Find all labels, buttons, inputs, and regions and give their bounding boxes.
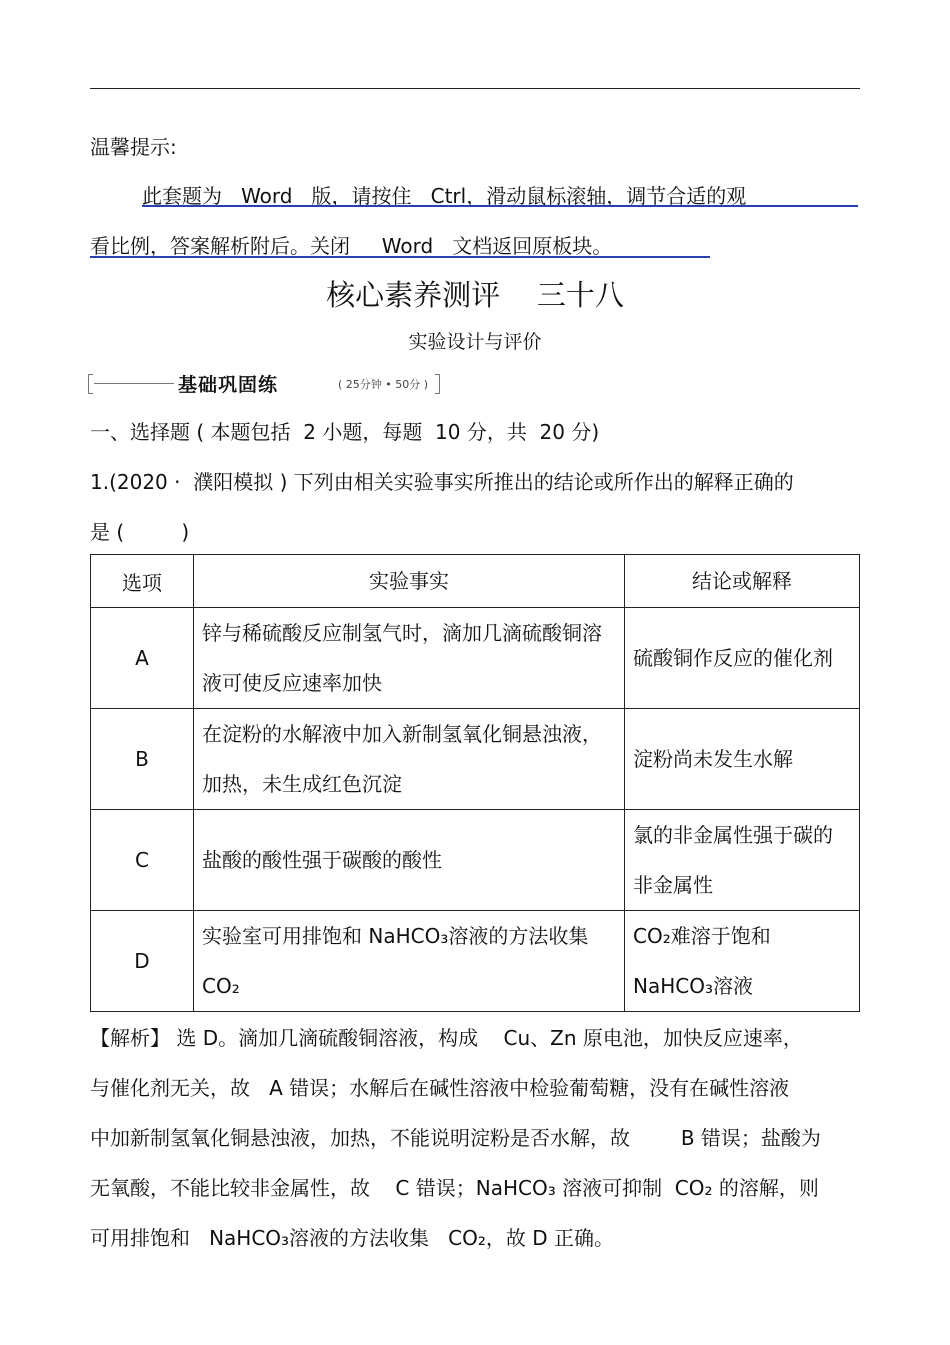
top-rule: [90, 88, 860, 89]
banner-cap-left: [88, 374, 93, 394]
header-option: 选项: [91, 555, 194, 608]
analysis-line-5: 可用排饱和 NaHCO₃溶液的方法收集 CO₂，故 D 正确。: [90, 1226, 614, 1250]
banner-label: 基础巩固练: [178, 374, 279, 396]
options-table: [90, 554, 860, 1012]
analysis-line-1: 【解析】 选 D。滴加几滴硫酸铜溶液，构成 Cu、Zn 原电池，加快反应速率，: [90, 1026, 803, 1050]
question-line-2: 是 ( ): [90, 520, 190, 544]
table-row: [91, 810, 860, 911]
tip-title: 温馨提示:: [90, 135, 177, 159]
analysis-line-2: 与催化剂无关，故 A 错误；水解后在碱性溶液中检验葡萄糖，没有在碱性溶液: [90, 1076, 790, 1100]
section-banner: [88, 372, 440, 394]
table-row: [91, 608, 860, 709]
row-option: C: [91, 810, 194, 911]
row-fact: 实验室可用排饱和 NaHCO₃溶液的方法收集 CO₂: [194, 911, 625, 1012]
tip-underline-2: [90, 256, 710, 258]
row-option: B: [91, 709, 194, 810]
row-conclusion: 氯的非金属性强于碳的非金属性: [625, 810, 860, 911]
tip-line-2: 看比例，答案解析附后。关闭 Word 文档返回原板块。: [90, 234, 613, 258]
header-conclusion: 结论或解释: [625, 555, 860, 608]
banner-line-left: [94, 383, 174, 384]
row-conclusion: 淀粉尚未发生水解: [625, 709, 860, 810]
tip-line-1: 此套题为 Word 版，请按住 Ctrl，滑动鼠标滚轴，调节合适的观: [142, 184, 747, 208]
header-fact: 实验事实: [194, 555, 625, 608]
row-fact: 盐酸的酸性强于碳酸的酸性: [194, 810, 625, 911]
banner-cap-right: [435, 374, 440, 394]
row-fact: 锌与稀硫酸反应制氢气时，滴加几滴硫酸铜溶液可使反应速率加快: [194, 608, 625, 709]
tip-underline-1: [142, 205, 858, 207]
section-heading: 一、选择题 ( 本题包括 2 小题，每题 10 分，共 20 分): [90, 420, 600, 444]
page-subtitle: 实验设计与评价: [408, 331, 542, 353]
table-header-row: [91, 555, 860, 608]
banner-time: ( 25分钟 • 50分 ): [338, 378, 429, 391]
row-conclusion: 硫酸铜作反应的催化剂: [625, 608, 860, 709]
table-row: [91, 709, 860, 810]
question-line-1: 1.(2020 · 濮阳模拟 ) 下列由相关实验事实所推出的结论或所作出的解释正确的: [90, 470, 794, 494]
table-row: [91, 911, 860, 1012]
analysis-line-4: 无氧酸，不能比较非金属性，故 C 错误；NaHCO₃ 溶液可抑制 CO₂ 的溶解，则: [90, 1176, 819, 1200]
row-option: D: [91, 911, 194, 1012]
analysis-line-3: 中加新制氢氧化铜悬浊液，加热，不能说明淀粉是否水解，故 B 错误；盐酸为: [90, 1126, 821, 1150]
row-fact: 在淀粉的水解液中加入新制氢氧化铜悬浊液，加热，未生成红色沉淀: [194, 709, 625, 810]
row-conclusion: CO₂难溶于饱和 NaHCO₃溶液: [625, 911, 860, 1012]
page-title: 核心素养测评 三十八: [326, 278, 624, 312]
row-option: A: [91, 608, 194, 709]
